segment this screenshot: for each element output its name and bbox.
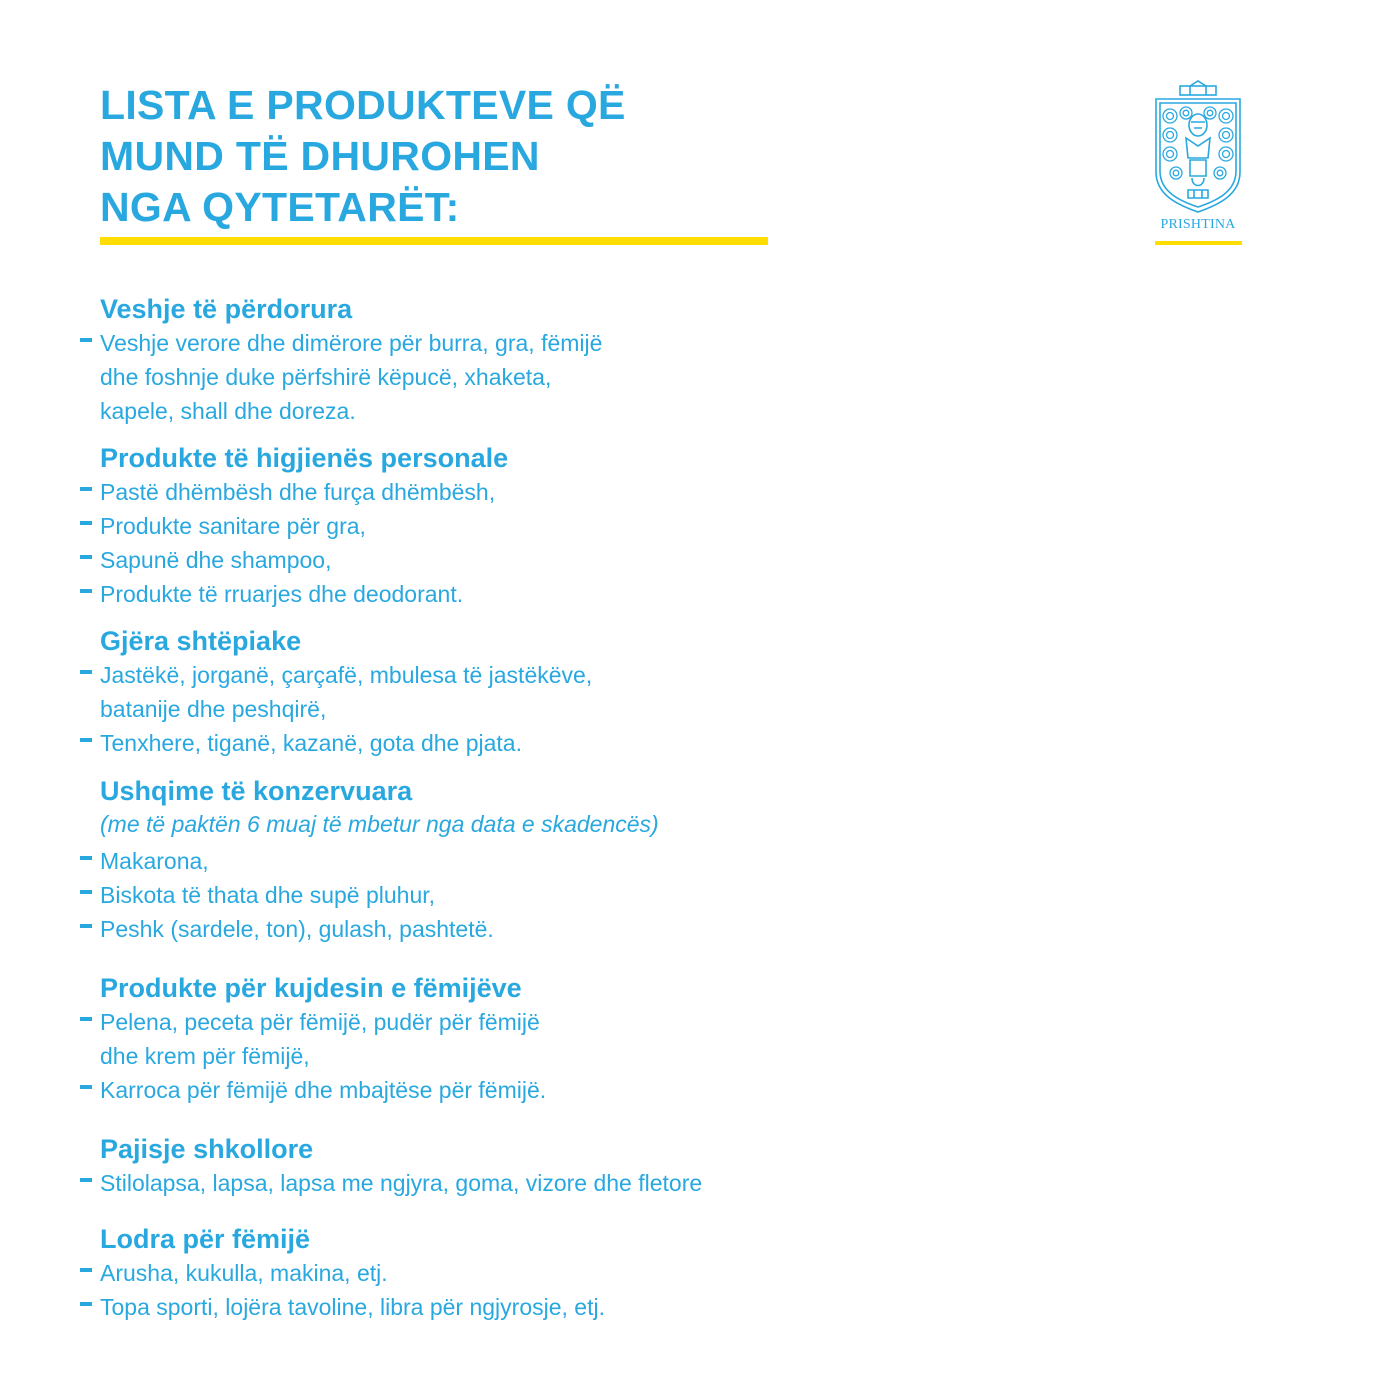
- section-title: Produkte të higjienës personale: [100, 443, 509, 473]
- item-list: [0, 1005, 900, 1107]
- list-item: [0, 1073, 900, 1107]
- item-list: [0, 326, 900, 428]
- dash-bullet-icon: [80, 1268, 92, 1272]
- item-list: [0, 658, 900, 760]
- list-item: [0, 543, 900, 577]
- list-item-text: Topa sporti, lojëra tavoline, libra për ngjyrosje, etj.: [100, 1294, 605, 1320]
- dash-bullet-icon: [80, 487, 92, 491]
- section-title: Veshje të përdorura: [100, 294, 353, 324]
- dash-bullet-icon: [80, 1085, 92, 1089]
- logo-underline: [1155, 241, 1242, 245]
- item-list: [0, 844, 900, 946]
- section: [0, 1222, 900, 1324]
- section-title: Pajisje shkollore: [100, 1134, 314, 1164]
- list-item: [0, 878, 900, 912]
- dash-bullet-icon: [80, 670, 92, 674]
- list-item-text: Tenxhere, tiganë, kazanë, gota dhe pjata.: [100, 730, 522, 756]
- section: [0, 292, 900, 428]
- item-list: [0, 1166, 900, 1200]
- list-item: [0, 844, 900, 878]
- list-item: [0, 658, 900, 726]
- dash-bullet-icon: [80, 1017, 92, 1021]
- list-item-text: batanije dhe peshqirë,: [100, 696, 327, 722]
- list-item: [0, 326, 900, 428]
- section-title: Ushqime të konzervuara: [100, 776, 413, 806]
- list-item: [0, 1166, 900, 1200]
- list-item: [0, 912, 900, 946]
- dash-bullet-icon: [80, 856, 92, 860]
- list-item-text: Biskota të thata dhe supë pluhur,: [100, 882, 436, 908]
- dash-bullet-icon: [80, 738, 92, 742]
- list-item: [0, 475, 900, 509]
- section-note: (me të paktën 6 muaj të mbetur nga data e skadencës): [100, 811, 659, 837]
- list-item-text: Sapunë dhe shampoo,: [100, 547, 332, 573]
- dash-bullet-icon: [80, 1302, 92, 1306]
- item-list: [0, 1256, 900, 1324]
- list-item-text: Arusha, kukulla, makina, etj.: [100, 1260, 388, 1286]
- dash-bullet-icon: [80, 1178, 92, 1182]
- page-title: [100, 80, 626, 233]
- title-line: MUND TË DHUROHEN: [100, 133, 540, 179]
- list-item: [0, 1290, 900, 1324]
- list-item-text: Peshk (sardele, ton), gulash, pashtetë.: [100, 916, 494, 942]
- section: [0, 624, 900, 760]
- list-item-text: Karroca për fëmijë dhe mbajtëse për fëmijë.: [100, 1077, 547, 1103]
- dash-bullet-icon: [80, 521, 92, 525]
- list-item-text: Makarona,: [100, 848, 209, 874]
- section-title: Produkte për kujdesin e fëmijëve: [100, 973, 522, 1003]
- list-item: [0, 577, 900, 611]
- title-line: LISTA E PRODUKTEVE QË: [100, 82, 626, 128]
- section-title: Lodra për fëmijë: [100, 1224, 311, 1254]
- list-item-text: dhe foshnje duke përfshirë këpucë, xhaketa,: [100, 364, 552, 390]
- dash-bullet-icon: [80, 589, 92, 593]
- section: [0, 971, 900, 1107]
- list-item-text: Jastëkë, jorganë, çarçafë, mbulesa të jastëkëve,: [100, 662, 593, 688]
- list-item: [0, 726, 900, 760]
- list-item-text: Pelena, peceta për fëmijë, pudër për fëmijë: [100, 1009, 540, 1035]
- dash-bullet-icon: [80, 555, 92, 559]
- dash-bullet-icon: [80, 338, 92, 342]
- list-item: [0, 509, 900, 543]
- list-item: [0, 1256, 900, 1290]
- list-item-text: kapele, shall dhe doreza.: [100, 398, 356, 424]
- section: [0, 441, 900, 611]
- dash-bullet-icon: [80, 924, 92, 928]
- list-item: [0, 1005, 900, 1073]
- title-line: NGA QYTETARËT:: [100, 184, 460, 230]
- section: [0, 1132, 900, 1200]
- title-underline: [100, 237, 768, 245]
- logo-text: PRISHTINA: [1160, 217, 1236, 232]
- list-item-text: Produkte të rruarjes dhe deodorant.: [100, 581, 464, 607]
- list-item-text: Pastë dhëmbësh dhe furça dhëmbësh,: [100, 479, 496, 505]
- item-list: [0, 475, 900, 611]
- section: [0, 774, 900, 946]
- list-item-text: Produkte sanitare për gra,: [100, 513, 366, 539]
- list-item-text: Veshje verore dhe dimërore për burra, gra, fëmijë: [100, 330, 603, 356]
- dash-bullet-icon: [80, 890, 92, 894]
- list-item-text: dhe krem për fëmijë,: [100, 1043, 310, 1069]
- section-title: Gjëra shtëpiake: [100, 626, 302, 656]
- list-item-text: Stilolapsa, lapsa, lapsa me ngjyra, goma, vizore dhe fletore: [100, 1170, 703, 1196]
